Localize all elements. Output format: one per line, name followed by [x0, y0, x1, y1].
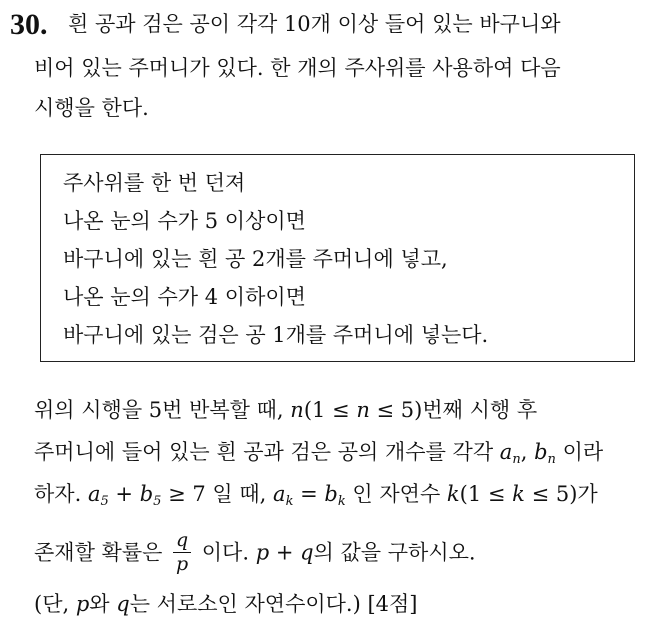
- math-subscript: n: [547, 452, 556, 467]
- text: 하자.: [34, 482, 88, 506]
- text: 와: [89, 592, 117, 616]
- math-var-k: k: [512, 482, 525, 506]
- question-number: 30.: [10, 8, 48, 41]
- text: ,: [520, 440, 535, 464]
- math-operator: +: [108, 482, 140, 506]
- math-operator: +: [269, 540, 301, 565]
- text: 존재할 확률은: [34, 540, 170, 565]
- body-line-2: [34, 438, 603, 474]
- text: 위의 시행을 5번 반복할 때,: [34, 398, 291, 422]
- intro-line-3: 시행을 한다.: [34, 96, 149, 120]
- text: 의 값을 구하시오.: [313, 540, 476, 565]
- math-var-n: n: [290, 398, 304, 422]
- fraction-denominator: p: [175, 553, 189, 575]
- body-line-1: [34, 396, 537, 424]
- text: ≤ 5)번째 시행 후: [369, 398, 538, 422]
- rule-line-4: 나온 눈의 수가 4 이하이면: [63, 285, 306, 309]
- math-var-q: q: [116, 592, 130, 616]
- math-var-a: a: [87, 482, 101, 506]
- math-subscript: 5: [100, 494, 109, 509]
- math-var-p: p: [75, 592, 90, 616]
- math-var-b: b: [139, 482, 154, 506]
- rule-line-1: 주사위를 한 번 던져: [63, 171, 246, 195]
- math-var-a: a: [273, 482, 286, 506]
- math-var-p: p: [255, 540, 270, 565]
- text: 주머니에 들어 있는 흰 공과 검은 공의 개수를 각각: [34, 440, 500, 464]
- fraction-q-over-p: [171, 529, 193, 575]
- body-line-3: [34, 480, 598, 516]
- intro-line-2: 비어 있는 주머니가 있다. 한 개의 주사위를 사용하여 다음: [34, 56, 561, 80]
- math-var-a: a: [499, 440, 513, 464]
- math-var-b: b: [324, 482, 338, 506]
- math-subscript: n: [512, 452, 521, 467]
- fraction-numerator: q: [175, 529, 189, 551]
- body-line-4: [34, 529, 476, 575]
- text: (1 ≤: [459, 482, 513, 506]
- text: ≤ 5)가: [524, 482, 598, 506]
- math-subscript: 5: [153, 494, 162, 509]
- text: 이다.: [195, 540, 256, 565]
- math-operator: =: [293, 482, 325, 506]
- rule-box: [40, 154, 635, 362]
- text: 인 자연수: [345, 482, 447, 506]
- text: (1 ≤: [303, 398, 357, 422]
- text: 는 서로소인 자연수이다.) [4점]: [129, 592, 418, 616]
- math-var-q: q: [300, 540, 314, 565]
- rule-line-5: 바구니에 있는 검은 공 1개를 주머니에 넣는다.: [63, 323, 489, 347]
- text: 이라: [555, 440, 604, 464]
- math-subscript: k: [285, 494, 294, 509]
- intro-line-1: 흰 공과 검은 공이 각각 10개 이상 들어 있는 바구니와: [68, 12, 561, 36]
- math-subscript: k: [337, 494, 346, 509]
- math-var-b: b: [534, 440, 548, 464]
- rule-line-2: 나온 눈의 수가 5 이상이면: [63, 209, 306, 233]
- text: (단,: [34, 592, 76, 616]
- body-line-5: [34, 590, 418, 618]
- rule-line-3: 바구니에 있는 흰 공 2개를 주머니에 넣고,: [63, 247, 448, 271]
- text: ≥ 7 일 때,: [161, 482, 274, 506]
- math-var-k: k: [446, 482, 460, 506]
- math-var-n: n: [356, 398, 370, 422]
